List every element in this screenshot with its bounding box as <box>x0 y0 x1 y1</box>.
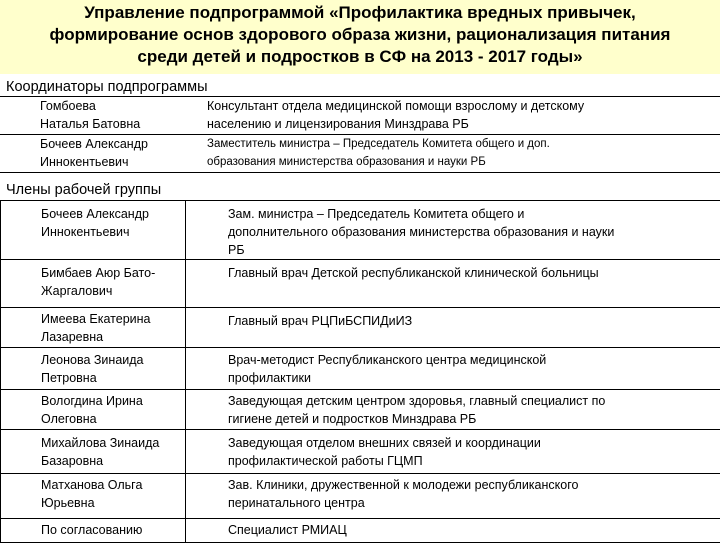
working-group-heading: Члены рабочей группы <box>6 181 161 199</box>
table-row <box>0 97 720 135</box>
member-name: Леонова Зинаида Петровна <box>1 348 186 390</box>
table-row <box>1 474 720 519</box>
table-row <box>1 201 720 260</box>
member-name: Вологдина Ирина Олеговна <box>1 390 186 430</box>
member-position: Зав. Клиники, дружественной к молодежи республиканского перинатального центра <box>186 474 720 519</box>
member-position: Врач-методист Республиканского центра медицинской профилактики <box>186 348 720 390</box>
member-position: Заведующая детским центром здоровья, главный специалист по гигиене детей и подростков Минздрава РБ <box>186 390 720 430</box>
page-title <box>0 2 720 68</box>
member-position: Заведующая отделом внешних связей и координации профилактической работы ГЦМП <box>186 430 720 474</box>
table-row <box>1 308 720 348</box>
title-line: среди детей и подростков в СФ на 2013 - 2017 годы» <box>0 46 720 68</box>
member-name: Имеева Екатерина Лазаревна <box>1 308 186 348</box>
member-name: Бимбаев Аюр Бато- Жаргалович <box>1 260 186 308</box>
working-group-table <box>0 200 720 543</box>
coordinator-position: Консультант отдела медицинской помощи взрослому и детскому населению и лицензирования Минздрава РБ <box>175 97 720 135</box>
member-position: Главный врач РЦПиБСПИДиИЗ <box>186 308 720 348</box>
member-position: Специалист РМИАЦ <box>186 519 720 543</box>
table-row <box>1 519 720 543</box>
coordinator-name: Бочеев Александр Иннокентьевич <box>0 135 175 173</box>
title-line: формирование основ здорового образа жизни, рационализация питания <box>0 24 720 46</box>
table-row <box>0 135 720 173</box>
coordinator-position: Заместитель министра – Председатель Комитета общего и доп. образования министерства образования и науки РБ <box>175 135 720 173</box>
table-row <box>1 390 720 430</box>
member-name: Бочеев Александр Иннокентьевич <box>1 201 186 260</box>
table-row <box>1 260 720 308</box>
table-row <box>1 348 720 390</box>
member-name: Матханова Ольга Юрьевна <box>1 474 186 519</box>
member-name: Михайлова Зинаида Базаровна <box>1 430 186 474</box>
member-position: Зам. министра – Председатель Комитета общего и дополнительного образования министерства образования и науки РБ <box>186 201 720 260</box>
coordinators-table <box>0 96 720 173</box>
title-line: Управление подпрограммой «Профилактика вредных привычек, <box>0 2 720 24</box>
coordinators-heading: Координаторы подпрограммы <box>6 78 208 96</box>
member-position: Главный врач Детской республиканской клинической больницы <box>186 260 720 308</box>
table-row <box>1 430 720 474</box>
coordinator-name: Гомбоева Наталья Батовна <box>0 97 175 135</box>
member-name: По согласованию <box>1 519 186 543</box>
